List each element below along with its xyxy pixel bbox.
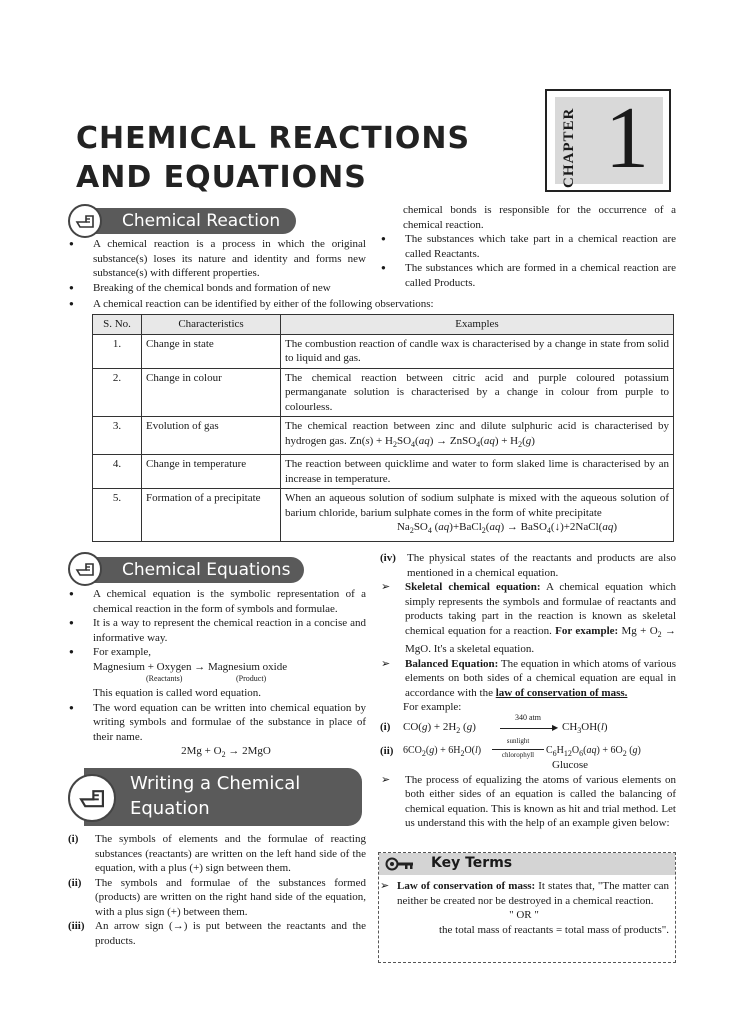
- section-heading-writing-equation: [84, 768, 362, 826]
- list-item: [380, 551, 676, 580]
- item-text: The symbols and formulae of the substances formed (products) are written on the right hand side of the equation, with a plus sign (+) between them.: [95, 876, 366, 918]
- item-number: (iii): [68, 920, 85, 932]
- or-separator: " OR ": [509, 909, 539, 921]
- list-item: [380, 657, 676, 701]
- total-mass-statement: the total mass of reactants = total mass of products".: [438, 923, 669, 936]
- list-item: [68, 832, 366, 876]
- list-item: [68, 919, 366, 948]
- term-label: Skeletal chemical equation:: [405, 581, 541, 593]
- arrow-head: ▶: [552, 722, 559, 732]
- row-example: The chemical reaction between citric acid and purple coloured potassium permanganate solution is characterised by a change in colour from purple to colourless.: [281, 368, 674, 417]
- section-heading-label: Chemical Reaction: [122, 211, 281, 231]
- chapter-label: CHAPTER: [561, 107, 577, 189]
- chapter-title-line1: CHEMICAL REACTIONS: [76, 121, 471, 156]
- pointing-hand-icon: [68, 774, 116, 822]
- row-characteristic: Change in colour: [142, 368, 281, 417]
- column-header: S. No.: [93, 315, 142, 335]
- reaction-condition-top: sunlight: [506, 736, 530, 745]
- table-row: [93, 368, 674, 417]
- section1-left-bullets: [68, 237, 366, 295]
- column-header: Examples: [281, 315, 674, 335]
- product-label: (Product): [236, 674, 267, 683]
- list-item: ● It is a way to represent the chemical reaction in a concise and informative way.: [68, 616, 366, 645]
- for-example-label: For example:: [403, 701, 462, 714]
- photosynthesis-reactants: $6CO_2(g) + 6H_2O(l)$: [403, 744, 482, 758]
- reaction-arrow: [500, 728, 556, 729]
- table-row: [93, 455, 674, 489]
- word-equation-note: This equation is called word equation.: [93, 687, 262, 699]
- chapter-title-line2: AND EQUATIONS: [76, 160, 367, 195]
- term-label: Balanced Equation:: [405, 657, 499, 670]
- methanol-product: $CH_3OH(l)$: [562, 720, 608, 735]
- list-item: ● The substances which are formed in a chemical reaction are called Products.: [380, 261, 676, 290]
- equation-number: (ii): [380, 744, 394, 757]
- key-terms-content: [379, 875, 675, 937]
- row-example-text: The chemical reaction between zinc and dilute sulphuric acid is characterised by hydrogen gas.: [285, 420, 669, 447]
- table-row: [93, 334, 674, 368]
- zinc-reaction-equation: $Zn(s) + H_2SO_4(aq)$ → ZnSO$_4$(aq) + $H_2(g)$: [349, 434, 535, 449]
- section2-bullets: [68, 587, 366, 763]
- key-terms-box: [378, 852, 676, 963]
- pointing-hand-icon: [68, 204, 102, 238]
- item-text: An arrow sign (→) is put between the reactants and the products.: [95, 920, 366, 947]
- word-equation: Magnesium + Oxygen → Magnesium oxide: [93, 660, 288, 673]
- list-item: ● The word equation can be written into chemical equation by writing symbols and formulae of the substance in place of their name.: [68, 701, 366, 745]
- row-example: [281, 417, 674, 455]
- row-example-text: When an aqueous solution of sodium sulphate is mixed with the aqueous solution of barium chloride, barium sulphate comes in the form of white precipitate: [285, 492, 669, 519]
- example-label: For example:: [555, 624, 619, 637]
- table-row: [93, 489, 674, 542]
- row-characteristic: Change in temperature: [142, 455, 281, 489]
- item-text: The symbols of elements and the formulae of reacting substances (reactants) are written on the left hand side of the equation, with a plus (+) sign between them.: [95, 833, 366, 874]
- magnesium-oxide-equation: $2Mg + O_2 \to 2MgO$: [181, 745, 271, 760]
- term-text: The equation in which atoms of various elements on both sides of a chemical equation are equal in accordance with the: [405, 657, 676, 699]
- term-text: It states that, "The matter can neither be created nor be destroyed in a chemical reaction.: [397, 880, 669, 907]
- chapter-number: 1: [605, 90, 649, 187]
- row-number: 5.: [93, 489, 142, 542]
- list-item: [380, 580, 676, 657]
- row-example: [281, 489, 674, 542]
- equation-number: (i): [380, 720, 391, 733]
- reaction-condition: 340 atm: [515, 712, 541, 722]
- list-item: ● A chemical reaction is a process in which the original substance(s) loses its nature and identity and forms new substance(s) with different properties.: [68, 237, 366, 281]
- equation-1: [380, 712, 676, 739]
- methanol-reactants: $CO(g) + 2H_2$ (g): [403, 720, 476, 735]
- list-item: ● For example,: [68, 645, 366, 660]
- list-item: [68, 876, 366, 920]
- section-heading-line1: Writing a Chemical: [130, 773, 301, 794]
- law-link-text: law of conservation of mass.: [495, 686, 628, 699]
- term-label: Law of conservation of mass:: [397, 880, 536, 892]
- term-text: A chemical equation which simply represents the symbols and formulae of reactants and products taking part in the reaction is known as skeletal chemical equation for a reaction.: [405, 581, 676, 637]
- row-example: The combustion reaction of candle wax is characterised by a change in state from solid to liquid and gas.: [281, 334, 674, 368]
- list-item: [379, 879, 669, 908]
- row-characteristic: Evolution of gas: [142, 417, 281, 455]
- key-icon: [385, 856, 415, 875]
- list-item: ● The substances which take part in a chemical reaction are called Reactants.: [380, 232, 676, 261]
- equation-2: [380, 736, 676, 773]
- row-characteristic: Formation of a precipitate: [142, 489, 281, 542]
- list-item: ● A chemical equation is the symbolic representation of a chemical reaction in the form of symbols and formulae.: [68, 587, 366, 616]
- section3-list: [68, 832, 366, 948]
- list-item: ● A chemical reaction can be identified by either of the following observations:: [68, 297, 688, 312]
- precipitate-equation: $Na_2SO_4$ (aq)+BaCl$_2$(aq) → BaSO$_4$(↓)+2NaCl(aq): [396, 521, 617, 536]
- section-heading-line2: Equation: [130, 798, 210, 819]
- pointing-hand-icon: [68, 552, 102, 586]
- table-row: [93, 417, 674, 455]
- table-header-row: [93, 315, 674, 335]
- row-number: 1.: [93, 334, 142, 368]
- key-terms-header: [379, 853, 675, 875]
- column-header: Characteristics: [142, 315, 281, 335]
- item-number: (ii): [68, 876, 82, 889]
- reaction-condition-bottom: chlorophyll: [501, 750, 535, 759]
- glucose-label: Glucose: [552, 758, 589, 771]
- section1-right-bullets: [380, 203, 676, 290]
- word-equation-labels: [68, 674, 366, 686]
- section-heading-chemical-equations: [84, 557, 304, 583]
- continuation-text: chemical bonds is responsible for the occurrence of a chemical reaction.: [403, 204, 676, 231]
- list-item: ● Breaking of the chemical bonds and formation of new: [68, 281, 366, 296]
- item-number: (iv): [380, 552, 396, 564]
- reaction-arrow: [492, 749, 544, 750]
- section-heading-label: Chemical Equations: [122, 560, 291, 580]
- right-column-lower: [380, 551, 676, 831]
- skeletal-equation: $Mg + O_2$ → MgO.: [405, 624, 676, 656]
- chapter-badge: [545, 89, 671, 192]
- reactants-label: (Reactants): [146, 674, 183, 683]
- row-number: 4.: [93, 455, 142, 489]
- example-note: It's a skeletal equation.: [430, 643, 535, 656]
- item-number: (i): [68, 833, 79, 845]
- list-item: ➢ The process of equalizing the atoms of various elements on both either sides of an equation is called the balancing of chemical equation. This is known as hit and trial method. Let us understand this with the help of an example given below:: [380, 773, 676, 831]
- row-number: 2.: [93, 368, 142, 417]
- section-heading-chemical-reaction: [84, 208, 296, 234]
- observation-intro: [68, 297, 688, 312]
- item-text: The physical states of the reactants and products are also mentioned in a chemical equation.: [407, 552, 676, 579]
- photosynthesis-products: $C_6H_{12}O_6(aq) + 6O_2$ (g): [546, 744, 641, 758]
- observations-table: [92, 314, 674, 542]
- key-terms-title: Key Terms: [431, 855, 513, 871]
- row-number: 3.: [93, 417, 142, 455]
- row-example: The reaction between quicklime and water to form slaked lime is characterised by an increase in temperature.: [281, 455, 674, 489]
- row-characteristic: Change in state: [142, 334, 281, 368]
